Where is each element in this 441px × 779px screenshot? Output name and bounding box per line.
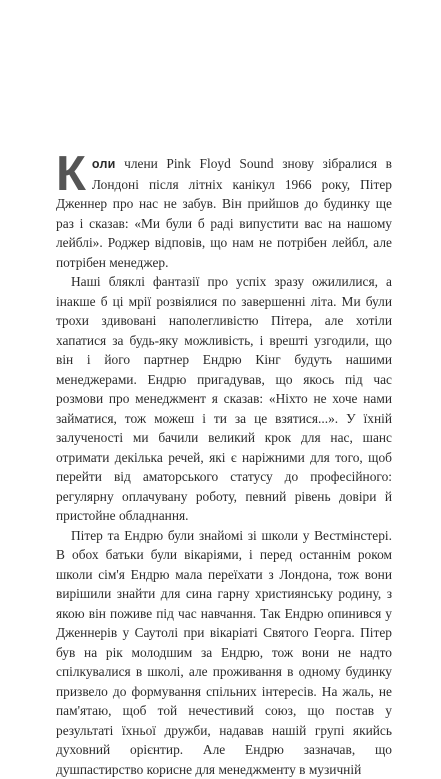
book-page	[56, 154, 392, 779]
lead-in-word: оли	[92, 157, 116, 171]
drop-cap: К	[56, 155, 86, 193]
opening-text: члени Pink Floyd Sound знову зібралися в Лондоні після літніх канікул 1966 року, Пітер Дженнер про нас не забув. Він прийшов до будинку ще раз і сказав: «Ми були б раді випустити вас на нашому лейблі». Роджер відповів, що нам не потрібен лейбл, але потрібен менеджер.	[56, 156, 392, 270]
opening-paragraph	[56, 154, 392, 272]
body-paragraph: Пітер та Ендрю були знайомі зі школи у Вестмінстері. В обох батьки були вікаріями, і перед останнім роком школи сім'я Ендрю мала переїхати з Лондона, тож вони вирішили знайти для сина гарну християнську родину, з якою він поживе під час навчання. Так Ендрю опинився у Дженнерів у Саутолі при вікаріаті Святого Георга. Пітер був на рік молодшим за Ендрю, тож вони не надто спілкувалися в школі, але проживання в одному будинку призвело до формування спільних інтересів. На жаль, не пам'ятаю, щоб той нечестивий союз, що постав у результаті їхньої дружби, надавав нашій групі якийсь духовний орієнтир. Але Ендрю зазначав, що душпастирство корисне для менеджменту в музичній	[56, 526, 392, 779]
body-paragraph: Наші бляклі фантазії про успіх зразу ожилилися, а інакше б ці мрії розвіялися по завершенні літа. Ми були трохи здивовані наполегливістю Пітера, але хотіли хапатися за будь-яку можливість, і врешті узгодили, що він і його партнер Ендрю Кінг будуть нашими менеджерами. Ендрю пригадував, що якось під час розмови про менеджмент я сказав: «Ніхто не хоче нами займатися, тож можеш і ти за це взятися...». У їхній залученості ми бачили великий крок для нас, шанс отримати декілька речей, які є наріжними для того, щоб перейти від аматорського статусу до професійного: регулярну оплачувану роботу, певний рівень довіри й пристойне обладнання.	[56, 272, 392, 526]
